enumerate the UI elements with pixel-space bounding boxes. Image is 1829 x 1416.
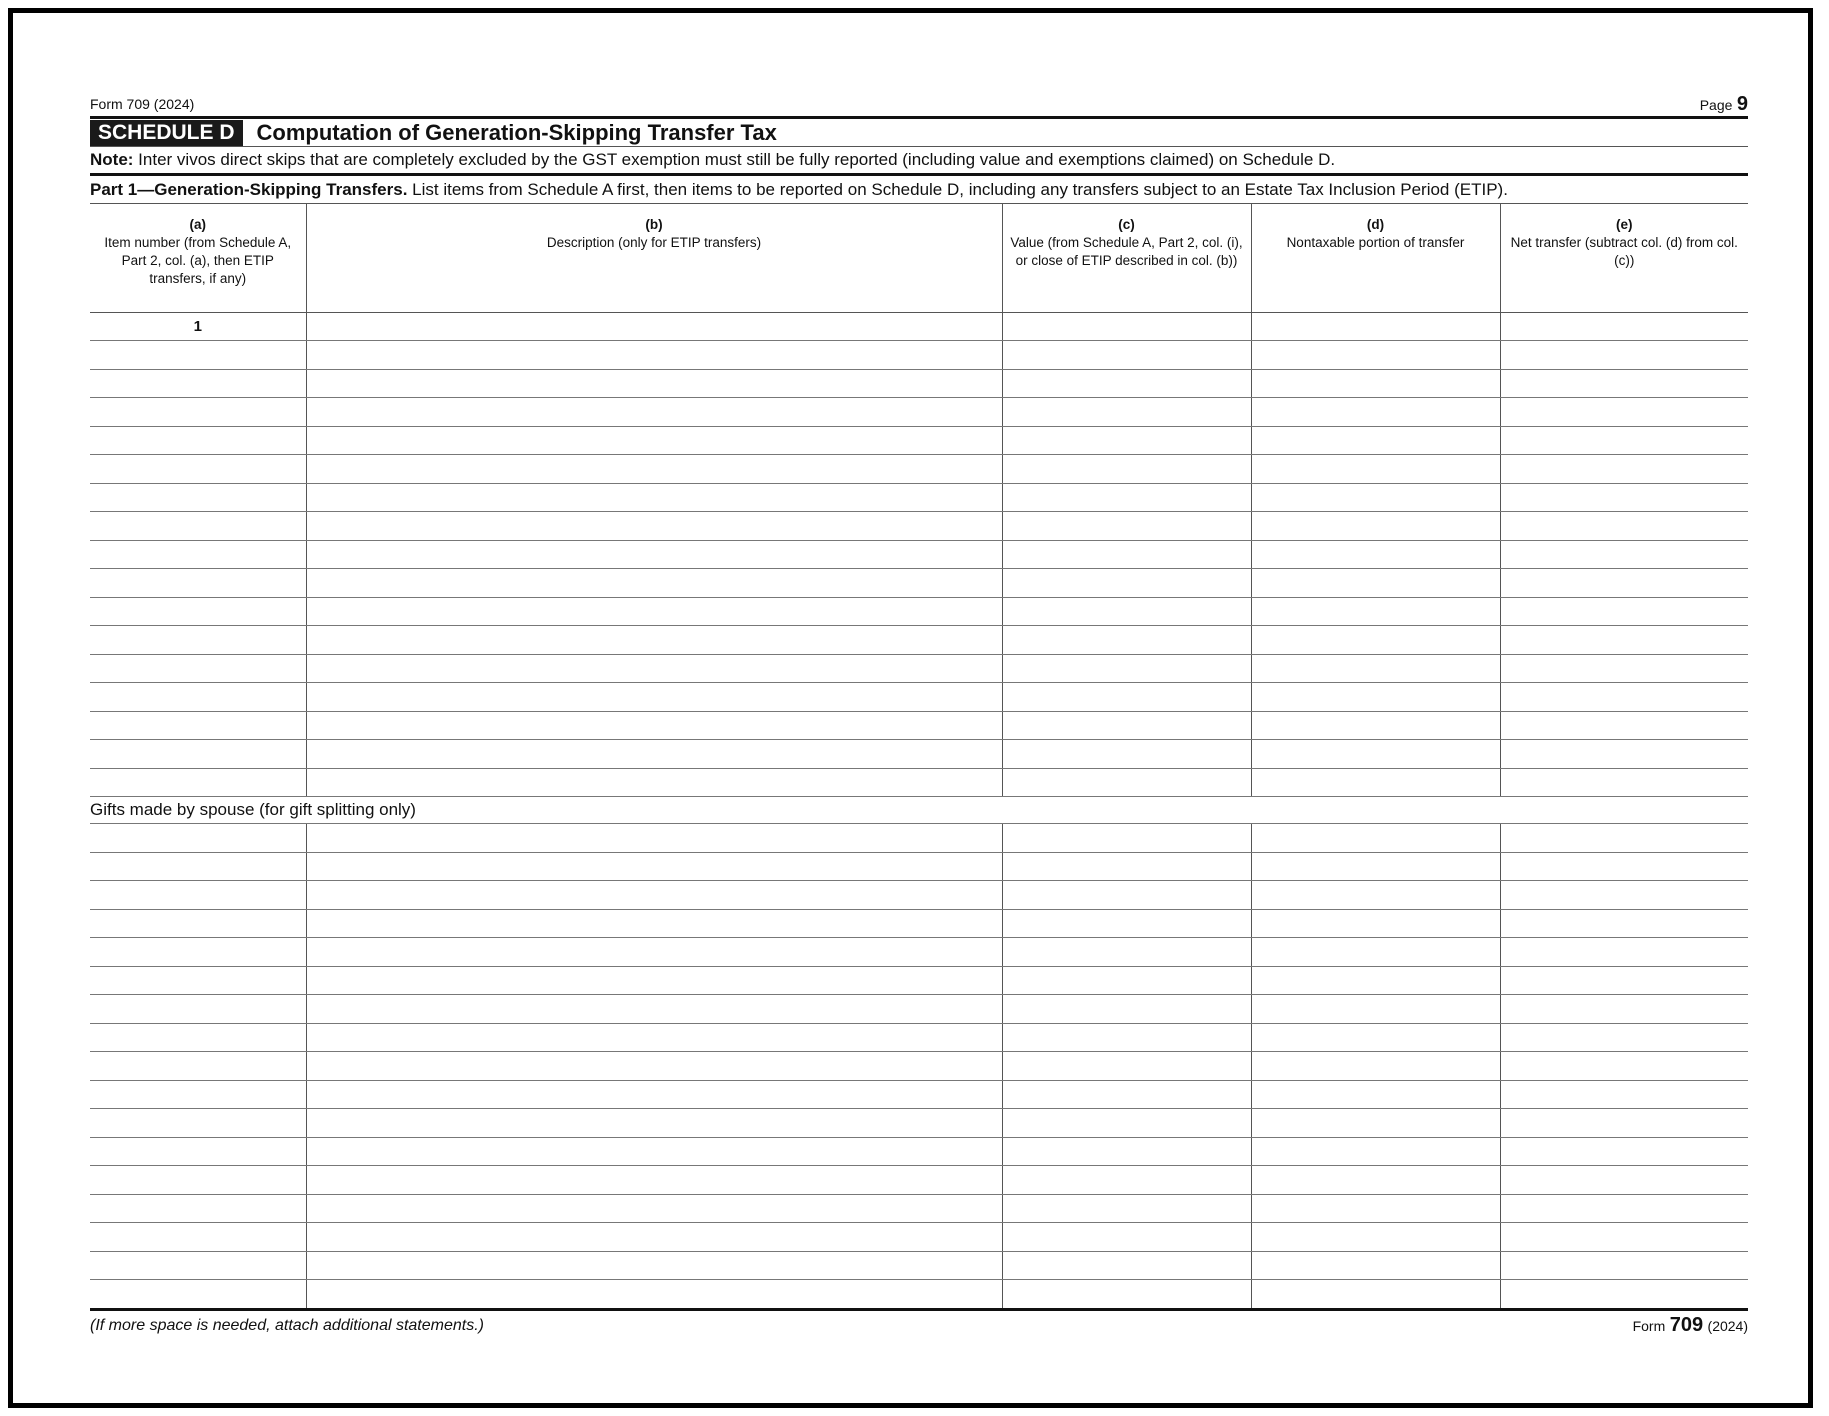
value-cell[interactable] — [1002, 938, 1251, 967]
table-row — [90, 626, 1748, 655]
value-cell[interactable] — [1002, 1109, 1251, 1138]
table-row — [90, 683, 1748, 712]
description-cell[interactable] — [306, 1109, 1002, 1138]
table-row — [90, 938, 1748, 967]
nontaxable-cell[interactable] — [1251, 1109, 1500, 1138]
description-cell[interactable] — [306, 966, 1002, 995]
nontaxable-cell[interactable] — [1251, 683, 1500, 712]
value-cell[interactable] — [1002, 768, 1251, 797]
value-cell[interactable] — [1002, 966, 1251, 995]
table-row — [90, 1137, 1748, 1166]
item-number-cell[interactable] — [90, 881, 306, 910]
item-number-cell[interactable] — [90, 909, 306, 938]
item-number-cell[interactable] — [90, 768, 306, 797]
description-cell[interactable] — [306, 369, 1002, 398]
nontaxable-cell[interactable] — [1251, 1052, 1500, 1081]
item-number-cell[interactable] — [90, 1194, 306, 1223]
table-row — [90, 852, 1748, 881]
net-transfer-cell[interactable] — [1500, 683, 1748, 712]
table-row — [90, 597, 1748, 626]
net-transfer-cell[interactable] — [1500, 740, 1748, 769]
item-number-cell[interactable] — [90, 512, 306, 541]
nontaxable-cell[interactable] — [1251, 569, 1500, 598]
table-row — [90, 881, 1748, 910]
item-number-cell[interactable] — [90, 852, 306, 881]
column-c-header — [1002, 204, 1251, 312]
value-cell[interactable] — [1002, 426, 1251, 455]
net-transfer-cell[interactable] — [1500, 1137, 1748, 1166]
column-a-text: Item number (from Schedule A, Part 2, col. (a), then ETIP transfers, if any) — [104, 235, 292, 286]
nontaxable-cell[interactable] — [1251, 654, 1500, 683]
net-transfer-cell[interactable] — [1500, 768, 1748, 797]
description-cell[interactable] — [306, 426, 1002, 455]
nontaxable-cell[interactable] — [1251, 312, 1500, 341]
value-cell[interactable] — [1002, 483, 1251, 512]
value-cell[interactable] — [1002, 654, 1251, 683]
nontaxable-cell[interactable] — [1251, 455, 1500, 484]
value-cell[interactable] — [1002, 1251, 1251, 1280]
nontaxable-cell[interactable] — [1251, 938, 1500, 967]
description-cell[interactable] — [306, 540, 1002, 569]
net-transfer-cell[interactable] — [1500, 1166, 1748, 1195]
table-row — [90, 398, 1748, 427]
net-transfer-cell[interactable] — [1500, 995, 1748, 1024]
value-cell[interactable] — [1002, 569, 1251, 598]
item-number-cell[interactable] — [90, 1137, 306, 1166]
table-row — [90, 740, 1748, 769]
net-transfer-cell[interactable] — [1500, 483, 1748, 512]
nontaxable-cell[interactable] — [1251, 852, 1500, 881]
net-transfer-cell[interactable] — [1500, 626, 1748, 655]
item-number-cell[interactable] — [90, 398, 306, 427]
value-cell[interactable] — [1002, 852, 1251, 881]
nontaxable-cell[interactable] — [1251, 1137, 1500, 1166]
footer-form-id — [1633, 1314, 1748, 1337]
net-transfer-cell[interactable] — [1500, 711, 1748, 740]
value-cell[interactable] — [1002, 369, 1251, 398]
item-number-cell[interactable] — [90, 824, 306, 853]
net-transfer-cell[interactable] — [1500, 881, 1748, 910]
description-cell[interactable] — [306, 824, 1002, 853]
nontaxable-cell[interactable] — [1251, 995, 1500, 1024]
table-row — [90, 768, 1748, 797]
table-row — [90, 483, 1748, 512]
table-row — [90, 909, 1748, 938]
item-number-cell[interactable] — [90, 1251, 306, 1280]
form-header — [90, 92, 1748, 119]
table-row — [90, 1223, 1748, 1252]
description-cell[interactable] — [306, 1080, 1002, 1109]
item-number-cell[interactable] — [90, 740, 306, 769]
value-cell[interactable] — [1002, 995, 1251, 1024]
schedule-tag: SCHEDULE D — [90, 120, 243, 146]
spouse-label-section — [90, 797, 1748, 824]
description-cell[interactable] — [306, 512, 1002, 541]
item-number-cell[interactable] — [90, 1052, 306, 1081]
net-transfer-cell[interactable] — [1500, 1109, 1748, 1138]
description-cell[interactable] — [306, 1194, 1002, 1223]
note-text: Inter vivos direct skips that are completely excluded by the GST exemption must still be fully reported (including value and exemptions claimed) on Schedule D. — [133, 150, 1336, 169]
table-row — [90, 711, 1748, 740]
net-transfer-cell[interactable] — [1500, 1080, 1748, 1109]
value-cell[interactable] — [1002, 1194, 1251, 1223]
nontaxable-cell[interactable] — [1251, 966, 1500, 995]
net-transfer-cell[interactable] — [1500, 540, 1748, 569]
nontaxable-cell[interactable] — [1251, 341, 1500, 370]
nontaxable-cell[interactable] — [1251, 1080, 1500, 1109]
value-cell[interactable] — [1002, 455, 1251, 484]
item-number-cell[interactable] — [90, 455, 306, 484]
description-cell[interactable] — [306, 995, 1002, 1024]
value-cell[interactable] — [1002, 512, 1251, 541]
nontaxable-cell[interactable] — [1251, 398, 1500, 427]
table-row — [90, 1251, 1748, 1280]
column-header-row — [90, 204, 1748, 312]
item-number-cell[interactable] — [90, 540, 306, 569]
item-number-cell[interactable] — [90, 1223, 306, 1252]
item-number-cell[interactable] — [90, 483, 306, 512]
part1-rows — [90, 312, 1748, 797]
nontaxable-cell[interactable] — [1251, 426, 1500, 455]
description-cell[interactable] — [306, 569, 1002, 598]
value-cell[interactable] — [1002, 398, 1251, 427]
description-cell[interactable] — [306, 909, 1002, 938]
net-transfer-cell[interactable] — [1500, 909, 1748, 938]
description-cell[interactable] — [306, 852, 1002, 881]
item-number-cell[interactable] — [90, 1080, 306, 1109]
nontaxable-cell[interactable] — [1251, 711, 1500, 740]
nontaxable-cell[interactable] — [1251, 512, 1500, 541]
description-cell[interactable] — [306, 1280, 1002, 1310]
table-row — [90, 341, 1748, 370]
item-number-cell[interactable] — [90, 569, 306, 598]
item-number-cell[interactable] — [90, 426, 306, 455]
item-number-cell[interactable] — [90, 597, 306, 626]
net-transfer-cell[interactable] — [1500, 1052, 1748, 1081]
description-cell[interactable] — [306, 341, 1002, 370]
table-row — [90, 995, 1748, 1024]
value-cell[interactable] — [1002, 909, 1251, 938]
table-row — [90, 426, 1748, 455]
description-cell[interactable] — [306, 626, 1002, 655]
net-transfer-cell[interactable] — [1500, 569, 1748, 598]
description-cell[interactable] — [306, 938, 1002, 967]
net-transfer-cell[interactable] — [1500, 426, 1748, 455]
column-e-letter: (e) — [1616, 217, 1633, 232]
table-row — [90, 966, 1748, 995]
footer-note: (If more space is needed, attach additional statements.) — [90, 1316, 484, 1334]
description-cell[interactable] — [306, 1251, 1002, 1280]
table-row — [90, 512, 1748, 541]
nontaxable-cell[interactable] — [1251, 1166, 1500, 1195]
value-cell[interactable] — [1002, 1280, 1251, 1310]
value-cell[interactable] — [1002, 740, 1251, 769]
column-c-letter: (c) — [1118, 217, 1135, 232]
nontaxable-cell[interactable] — [1251, 1280, 1500, 1310]
net-transfer-cell[interactable] — [1500, 312, 1748, 341]
net-transfer-cell[interactable] — [1500, 597, 1748, 626]
footer-form-year: (2024) — [1707, 1318, 1748, 1334]
nontaxable-cell[interactable] — [1251, 1251, 1500, 1280]
net-transfer-cell[interactable] — [1500, 1280, 1748, 1310]
nontaxable-cell[interactable] — [1251, 768, 1500, 797]
description-cell[interactable] — [306, 768, 1002, 797]
item-number-cell[interactable] — [90, 1280, 306, 1310]
nontaxable-cell[interactable] — [1251, 597, 1500, 626]
table-row — [90, 1052, 1748, 1081]
part1-heading — [90, 176, 1748, 204]
table-row — [90, 455, 1748, 484]
net-transfer-cell[interactable] — [1500, 1251, 1748, 1280]
value-cell[interactable] — [1002, 626, 1251, 655]
form-id: Form 709 (2024) — [90, 96, 195, 112]
description-cell[interactable] — [306, 654, 1002, 683]
column-b-text: Description (only for ETIP transfers) — [546, 235, 762, 250]
description-cell[interactable] — [306, 1223, 1002, 1252]
table-row — [90, 540, 1748, 569]
value-cell[interactable] — [1002, 1223, 1251, 1252]
column-d-letter: (d) — [1366, 217, 1385, 232]
value-cell[interactable] — [1002, 824, 1251, 853]
value-cell[interactable] — [1002, 1023, 1251, 1052]
nontaxable-cell[interactable] — [1251, 1194, 1500, 1223]
table-row — [90, 654, 1748, 683]
description-cell[interactable] — [306, 1137, 1002, 1166]
item-number-cell[interactable] — [90, 1023, 306, 1052]
page-label: Page — [1699, 97, 1733, 113]
table-row — [90, 1080, 1748, 1109]
item-number-cell[interactable] — [90, 938, 306, 967]
table-row — [90, 569, 1748, 598]
nontaxable-cell[interactable] — [1251, 369, 1500, 398]
nontaxable-cell[interactable] — [1251, 483, 1500, 512]
part1-lead: Part 1—Generation-Skipping Transfers. — [90, 180, 408, 199]
page-indicator — [1700, 93, 1748, 116]
footer-form-number: 709 — [1669, 1314, 1704, 1336]
column-c-text: Value (from Schedule A, Part 2, col. (i), or close of ETIP described in col. (b)) — [1010, 235, 1243, 268]
value-cell[interactable] — [1002, 1052, 1251, 1081]
description-cell[interactable] — [306, 597, 1002, 626]
column-d-text: Nontaxable portion of transfer — [1286, 235, 1465, 250]
column-e-header — [1500, 204, 1748, 312]
table-row — [90, 824, 1748, 853]
table-row — [90, 369, 1748, 398]
description-cell[interactable] — [306, 1166, 1002, 1195]
item-number-cell[interactable] — [90, 966, 306, 995]
column-a-letter: (a) — [189, 217, 206, 232]
net-transfer-cell[interactable] — [1500, 966, 1748, 995]
item-number-cell[interactable] — [90, 683, 306, 712]
nontaxable-cell[interactable] — [1251, 626, 1500, 655]
value-cell[interactable] — [1002, 1166, 1251, 1195]
value-cell[interactable] — [1002, 312, 1251, 341]
part1-text: List items from Schedule A first, then items to be reported on Schedule D, including any transfers subject to an Estate Tax Inclusion Period (ETIP). — [407, 180, 1508, 199]
item-number-cell[interactable] — [90, 1166, 306, 1195]
item-number-cell[interactable] — [90, 626, 306, 655]
table-row — [90, 1280, 1748, 1310]
value-cell[interactable] — [1002, 540, 1251, 569]
column-e-text: Net transfer (subtract col. (d) from col. (c)) — [1510, 235, 1738, 268]
column-d-header — [1251, 204, 1500, 312]
spouse-label-row — [90, 797, 1748, 824]
table-row — [90, 1109, 1748, 1138]
value-cell[interactable] — [1002, 683, 1251, 712]
description-cell[interactable] — [306, 1052, 1002, 1081]
form-page — [90, 92, 1748, 1341]
description-cell[interactable] — [306, 312, 1002, 341]
value-cell[interactable] — [1002, 1137, 1251, 1166]
item-number-cell[interactable] — [90, 341, 306, 370]
nontaxable-cell[interactable] — [1251, 881, 1500, 910]
column-b-letter: (b) — [645, 217, 663, 232]
net-transfer-cell[interactable] — [1500, 824, 1748, 853]
item-number-cell[interactable] — [90, 1109, 306, 1138]
spouse-label: Gifts made by spouse (for gift splitting only) — [90, 797, 1748, 824]
net-transfer-cell[interactable] — [1500, 512, 1748, 541]
table-row — [90, 1194, 1748, 1223]
value-cell[interactable] — [1002, 881, 1251, 910]
description-cell[interactable] — [306, 455, 1002, 484]
note-line — [90, 147, 1748, 176]
table-row — [90, 1166, 1748, 1195]
spouse-rows — [90, 824, 1748, 1310]
table-row — [90, 312, 1748, 341]
item-number-cell[interactable] — [90, 995, 306, 1024]
column-a-header — [90, 204, 306, 312]
net-transfer-cell[interactable] — [1500, 398, 1748, 427]
nontaxable-cell[interactable] — [1251, 740, 1500, 769]
description-cell[interactable] — [306, 483, 1002, 512]
table-row — [90, 1023, 1748, 1052]
note-lead: Note: — [90, 150, 134, 169]
net-transfer-cell[interactable] — [1500, 1194, 1748, 1223]
description-cell[interactable] — [306, 881, 1002, 910]
gst-table — [90, 204, 1748, 1311]
nontaxable-cell[interactable] — [1251, 824, 1500, 853]
item-number-cell[interactable] — [90, 711, 306, 740]
form-footer — [90, 1311, 1748, 1341]
net-transfer-cell[interactable] — [1500, 938, 1748, 967]
footer-form-word: Form — [1632, 1318, 1666, 1334]
schedule-title: Computation of Generation-Skipping Transfer Tax — [256, 119, 777, 145]
net-transfer-cell[interactable] — [1500, 852, 1748, 881]
nontaxable-cell[interactable] — [1251, 909, 1500, 938]
description-cell[interactable] — [306, 398, 1002, 427]
net-transfer-cell[interactable] — [1500, 369, 1748, 398]
nontaxable-cell[interactable] — [1251, 540, 1500, 569]
value-cell[interactable] — [1002, 341, 1251, 370]
value-cell[interactable] — [1002, 597, 1251, 626]
net-transfer-cell[interactable] — [1500, 654, 1748, 683]
net-transfer-cell[interactable] — [1500, 341, 1748, 370]
nontaxable-cell[interactable] — [1251, 1023, 1500, 1052]
value-cell[interactable] — [1002, 711, 1251, 740]
column-b-header — [306, 204, 1002, 312]
page-number: 9 — [1736, 93, 1748, 115]
value-cell[interactable] — [1002, 1080, 1251, 1109]
schedule-heading — [90, 119, 1748, 147]
description-cell[interactable] — [306, 740, 1002, 769]
net-transfer-cell[interactable] — [1500, 455, 1748, 484]
item-number-cell[interactable] — [90, 654, 306, 683]
description-cell[interactable] — [306, 711, 1002, 740]
item-number-cell[interactable]: 1 — [90, 312, 306, 341]
net-transfer-cell[interactable] — [1500, 1023, 1748, 1052]
nontaxable-cell[interactable] — [1251, 1223, 1500, 1252]
description-cell[interactable] — [306, 683, 1002, 712]
item-number-cell[interactable] — [90, 369, 306, 398]
net-transfer-cell[interactable] — [1500, 1223, 1748, 1252]
description-cell[interactable] — [306, 1023, 1002, 1052]
